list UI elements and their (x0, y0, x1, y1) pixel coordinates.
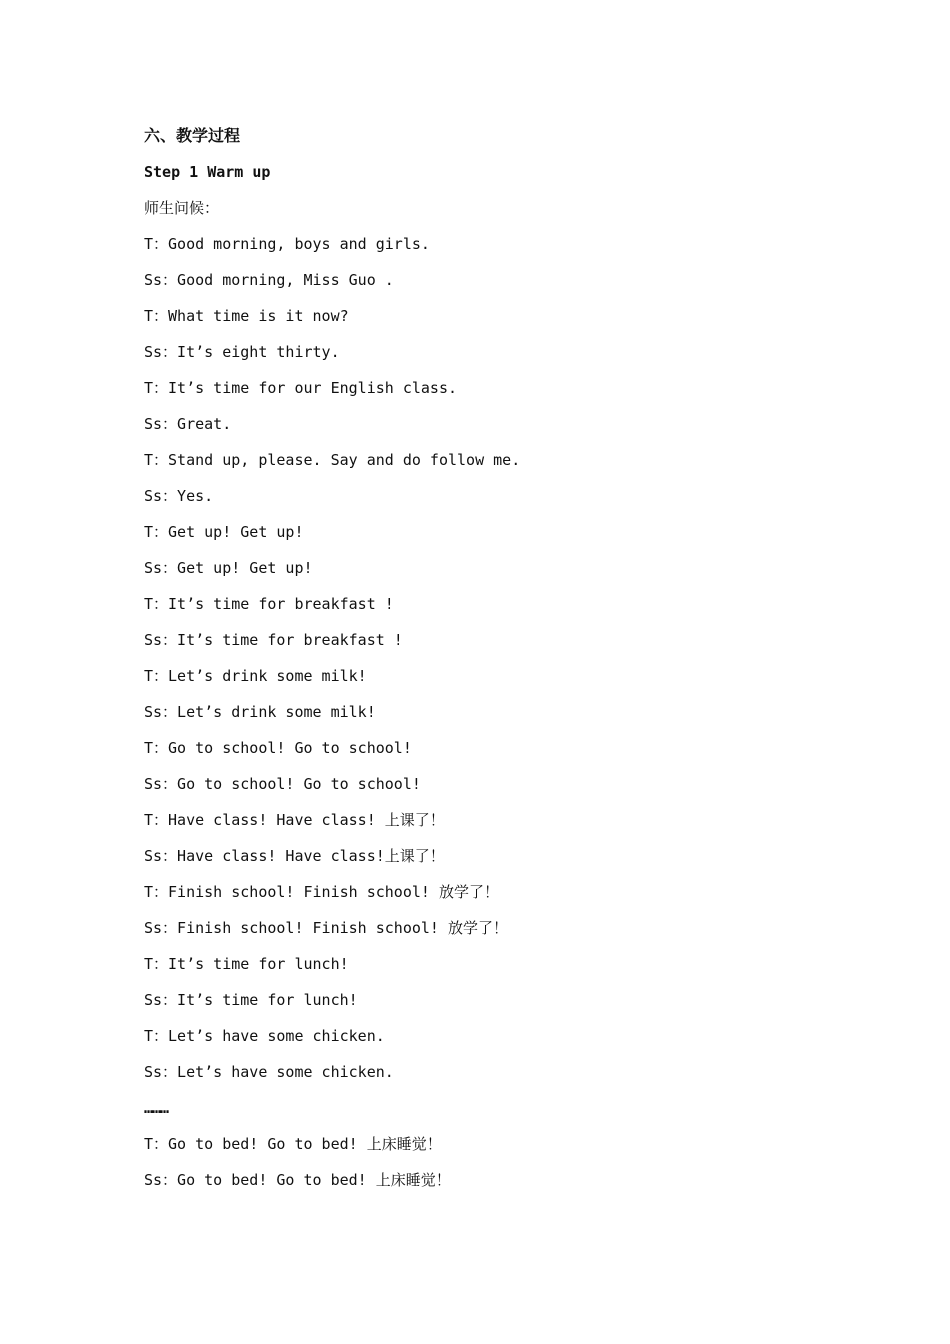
dialogue-line: Ss：It’s time for breakfast ! (144, 631, 403, 649)
dialogue-line: T：It’s time for our English class. (144, 379, 458, 397)
dialogue-line: T：Good morning, boys and girls. (144, 235, 430, 253)
dialogue-line: T：It’s time for lunch! (144, 955, 349, 973)
dialogue-line: T：Get up! Get up! (144, 523, 304, 541)
ellipsis-line: ……… (144, 1099, 169, 1117)
dialogue-line: Ss：Have class! Have class!上课了！ (144, 847, 445, 865)
dialogue-line: T：What time is it now? (144, 307, 349, 325)
dialogue-line: T：Have class! Have class! 上课了！ (144, 811, 445, 829)
section-title: 六、教学过程 (144, 126, 241, 145)
dialogue-line: T：It’s time for breakfast ! (144, 595, 394, 613)
dialogue-line: Ss：Let’s drink some milk! (144, 703, 376, 721)
document-body (144, 124, 844, 1204)
dialogue-line: Ss：Finish school! Finish school! 放学了！ (144, 919, 508, 937)
dialogue-line: T：Let’s drink some milk! (144, 667, 367, 685)
dialogue-line: Ss：Get up! Get up! (144, 559, 313, 577)
dialogue-line: T：Finish school! Finish school! 放学了！ (144, 883, 499, 901)
dialogue-line: T：Go to bed! Go to bed! 上床睡觉！ (144, 1135, 442, 1153)
dialogue-line: Ss：Go to school! Go to school! (144, 775, 421, 793)
dialogue-line: Ss：It’s time for lunch! (144, 991, 358, 1009)
dialogue-line: T：Go to school! Go to school! (144, 739, 412, 757)
dialogue-line: T：Stand up, please. Say and do follow me. (144, 451, 521, 469)
dialogue-line: Ss：Let’s have some chicken. (144, 1063, 394, 1081)
dialogue-line: Ss：Great. (144, 415, 232, 433)
dialogue-line: Ss：It’s eight thirty. (144, 343, 340, 361)
dialogue-line: T：Let’s have some chicken. (144, 1027, 385, 1045)
intro-text: 师生问候： (144, 199, 220, 217)
dialogue-line: Ss：Go to bed! Go to bed! 上床睡觉！ (144, 1171, 451, 1189)
dialogue-line: Ss：Good morning, Miss Guo . (144, 271, 394, 289)
step-title: Step 1 Warm up (144, 163, 271, 181)
dialogue-line: Ss：Yes. (144, 487, 214, 505)
